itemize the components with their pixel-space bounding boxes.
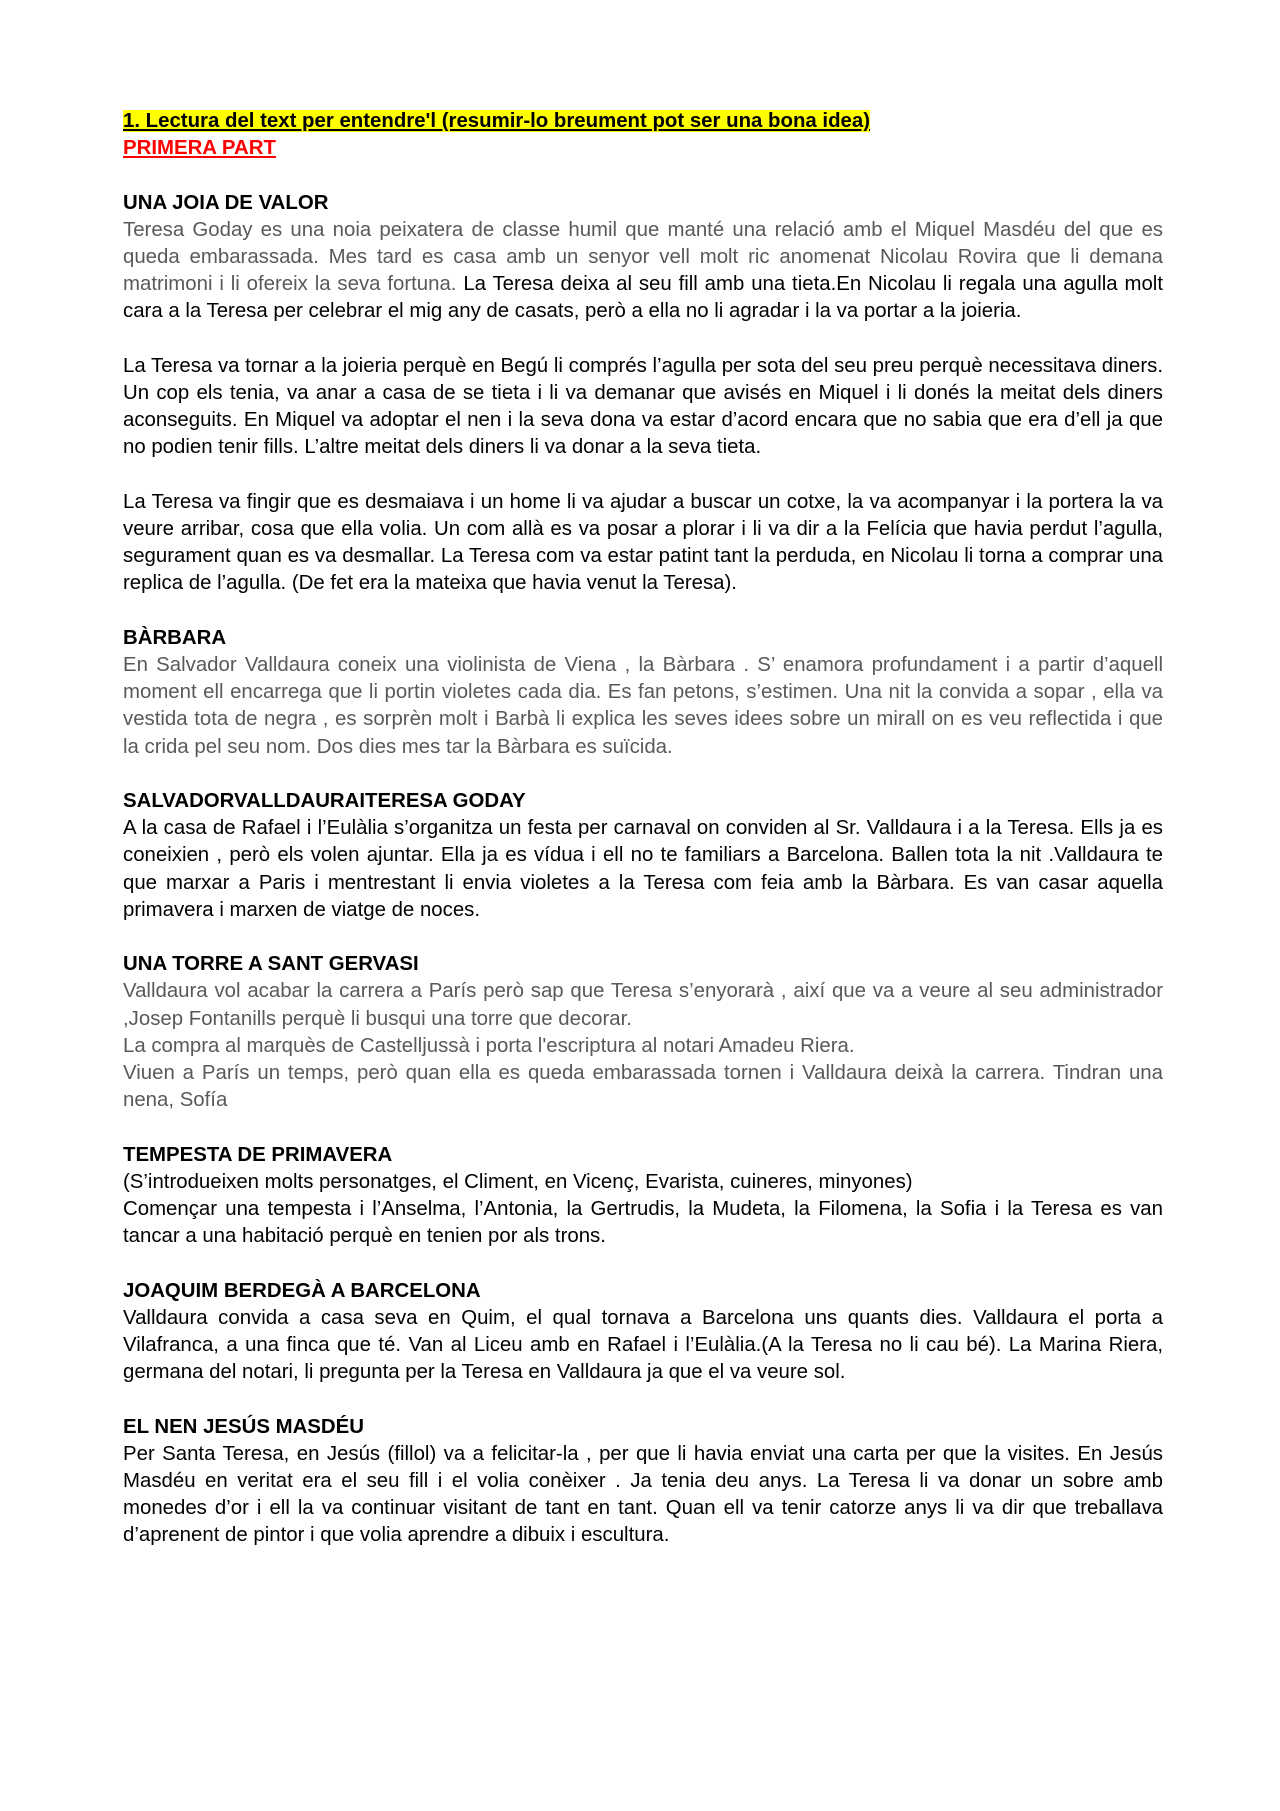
spacer: [123, 1114, 1163, 1141]
section-paragraph: La Teresa va fingir que es desmaiava i un home li va ajudar a buscar un cotxe, la va acompanyar i la portera la va veure arribar, cosa que ella volia. Un com allà es va posar a plorar i li va dir a la Felícia que havia perdut l’agulla, segurament quan es va desmallar. La Teresa com va estar patint tant la perduda, en Nicolau li torna a comprar una replica de l’agulla. (De fet era la mateixa que havia venut la Teresa).: [123, 490, 1163, 595]
section-title: BÀRBARA: [123, 626, 227, 649]
section-title: SALVADORVALLDAURAITERESA GODAY: [123, 790, 526, 812]
section-paragraph: A la casa de Rafael i l’Eulàlia s’organitza un festa per carnaval on conviden al Sr. Valldaura i a la Teresa. Ells ja es coneixien , però els volen ajuntar. Ella ja es vídua i ell no te familiars a Barcelona. Ballen tota la nit .Valldaura te que marxar a Paris i mentrestant li envia violetes a la Teresa com feia amb la Bàrbara. Es van casar aquella primavera i marxen de viatge de noces.: [123, 817, 1163, 921]
section-paragraph: Valldaura convida a casa seva en Quim, el qual tornava a Barcelona uns quants dies. Valldaura el porta a Vilafranca, a una finca que té. Van al Liceu amb en Rafael i l’Eulàlia.(A la Teresa no li cau bé). La Marina Riera, germana del notari, li pregunta per la Teresa en Valldaura ja que el va veure sol.: [123, 1306, 1163, 1384]
section-paragraph: (S’introdueixen molts personatges, el Climent, en Vicenç, Evarista, cuineres, minyones): [123, 1170, 913, 1193]
section-paragraph: Per Santa Teresa, en Jesús (fillol) va a felicitar-la , per que li havia enviat una carta per que la visites. En Jesús Masdéu en veritat era el seu fill i el volia conèixer . Ja tenia deu anys. La Teresa li va donar un sobre amb monedes d’or i ell la va continuar visitant de tant en tant. Quan ell va tenir catorze anys li va dir que treballava d’aprenent de pintor i que volia aprendre a dibuix i escultura.: [123, 1442, 1163, 1547]
section-paragraph: La Teresa va tornar a la joieria perquè en Begú li comprés l’agulla per sota del seu preu perquè necessitava diners. Un cop els tenia, va anar a casa de se tieta i li va demanar que avisés en Miquel i li donés la meitat dels diners aconseguits. En Miquel va adoptar el nen i la seva dona va estar d’acord encara que no sabia que era d’ell ja que no podien tenir fills. L’altre meitat dels diners li va donar a la seva tieta.: [123, 354, 1163, 459]
spacer: [123, 1250, 1163, 1277]
spacer: [123, 326, 1163, 353]
task-heading: 1. Lectura del text per entendre'l (resumir-lo breument pot ser una bona idea): [123, 110, 870, 132]
section-title: UNA TORRE A SANT GERVASI: [123, 953, 419, 976]
part-heading: PRIMERA PART: [123, 137, 276, 160]
section-paragraph: La compra al marquès de Castelljussà i porta l'escriptura al notari Amadeu Riera.: [123, 1034, 855, 1057]
section-title: JOAQUIM BERDEGÀ A BARCELONA: [123, 1279, 481, 1302]
section-paragraph: Començar una tempesta i l’Anselma, l’Antonia, la Gertrudis, la Mudeta, la Filomena, la Sofia i la Teresa es van tancar a una habitació perquè en tenien por als trons.: [123, 1198, 1163, 1248]
section-title: EL NEN JESÚS MASDÉU: [123, 1415, 364, 1438]
spacer: [123, 462, 1163, 489]
paragraph-gray-text: Teresa Goday es una noia peixatera de classe humil que manté una relació amb el Miquel Masdéu del que es queda embarassada. Mes tard es casa amb un senyor vell molt ric anomenat Nicolau Rovira que li demana matrimoni i li ofereix la seva fortuna.: [123, 218, 1163, 296]
task-heading-line: [123, 108, 1163, 135]
spacer: [123, 1386, 1163, 1413]
spacer: [123, 924, 1163, 951]
section-paragraph: Valldaura vol acabar la carrera a París però sap que Teresa s’enyorarà , així que va a veure al seu administrador ,Josep Fontanills perquè li busqui una torre que decorar.: [123, 980, 1163, 1030]
section-paragraph: Viuen a París un temps, però quan ella es queda embarassada tornen i Valldaura deixà la carrera. Tindran una nena, Sofía: [123, 1062, 1163, 1112]
spacer: [123, 761, 1163, 788]
section-paragraph: En Salvador Valldaura coneix una violinista de Viena , la Bàrbara . S’ enamora profundament i a partir d’aquell moment ell encarrega que li portin violetes cada dia. Es fan petons, s’estimen. Una nit la convida a sopar , ella va vestida tota de negra , es sorprèn molt i Barbà li explica les seves idees sobre un mirall on es veu reflectida i que la crida pel seu nom. Dos dies mes tar la Bàrbara es suïcida.: [123, 654, 1163, 758]
document-page: [123, 108, 1163, 1550]
section-title: TEMPESTA DE PRIMAVERA: [123, 1143, 393, 1166]
spacer: [123, 598, 1163, 625]
spacer: [123, 162, 1163, 189]
section-paragraph: [123, 217, 1163, 326]
section-title: UNA JOIA DE VALOR: [123, 191, 329, 214]
paragraph-text: La Teresa deixa al seu fill amb una tieta.En Nicolau li regala una agulla molt cara a la Teresa per celebrar el mig any de casats, però a ella no li agradar i la va portar a la joieria.: [123, 273, 1163, 323]
